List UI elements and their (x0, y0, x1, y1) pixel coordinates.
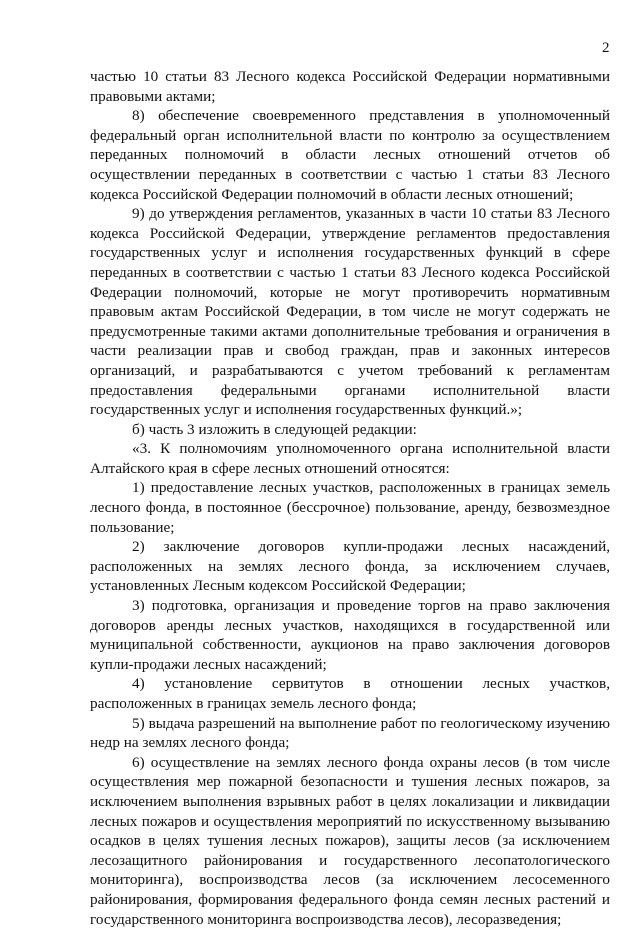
paragraph-item-6: 6) осуществление на землях лесного фонда охраны лесов (в том числе осуществления мер пожарной безопасности и тушения лесных пожаров, за исключением выполнения взрывных работ в целях локализации и ликвидации лесных пожаров и осуществления мероприятий по искусственному вызыванию осадков в целях тушения лесных пожаров), защиты лесов (за исключением лесозащитного районирования и государственного лесопатологического мониторинга), воспроизводства лесов (за исключением лесосеменного районирования, формирования федерального фонда семян лесных растений и государственного мониторинга воспроизводства лесов), лесоразведения; (90, 753, 610, 928)
paragraph-item-9: 9) до утверждения регламентов, указанных в части 10 статьи 83 Лесного кодекса Российской Федерации, утверждение регламентов предоставления государственных услуг и исполнения государственных функций в сфере переданных в соответствии с частью 1 статьи 83 Лесного кодекса Российской Федерации полномочий, которые не могут противоречить нормативным правовым актам Российской Федерации, в том числе не могут содержать не предусмотренные такими актами дополнительные требования и ограничения в части реализации прав и свобод граждан, прав и законных интересов организаций, и разрабатываются с учетом требований к регламентам предоставления федеральными органами исполнительной власти государственных услуг и исполнения государственных функций.»; (90, 205, 610, 419)
paragraph-item-1: 1) предоставление лесных участков, расположенных в границах земель лесного фонда, в постоянное (бессрочное) пользование, аренду, безвозмездное пользование; (90, 479, 610, 536)
page-number: 2 (602, 40, 610, 56)
paragraph-item-2: 2) заключение договоров купли-продажи лесных насаждений, расположенных на землях лесного фонда, за исключением случаев, установленных Лесным кодексом Российской Федерации; (90, 538, 610, 595)
paragraph-continuation: частью 10 статьи 83 Лесного кодекса Российской Федерации нормативными правовыми актами; (90, 68, 610, 105)
paragraph-item-5: 5) выдача разрешений на выполнение работ по геологическому изучению недр на землях лесного фонда; (90, 714, 610, 752)
paragraph-part-3-intro: «3. К полномочиям уполномоченного органа исполнительной власти Алтайского края в сфере лесных отношений относятся: (90, 440, 610, 477)
document-body (90, 67, 610, 929)
paragraph-item-8: 8) обеспечение своевременного представления в уполномоченный федеральный орган исполнительной власти по контролю за осуществлением переданных полномочий в области лесных отношений отчетов об осуществлении переданных в соответствии с частью 1 статьи 83 Лесного кодекса Российской Федерации полномочий в области лесных отношений; (90, 107, 610, 203)
paragraph-item-3: 3) подготовка, организация и проведение торгов на право заключения договоров аренды лесных участков, находящихся в государственной или муниципальной собственности, аукционов на право заключения договоров купли-продажи лесных насаждений; (90, 597, 610, 673)
paragraph-item-4: 4) установление сервитутов в отношении лесных участков, расположенных в границах земель лесного фонда; (90, 675, 610, 712)
paragraph-subpoint-b: б) часть 3 изложить в следующей редакции: (132, 420, 417, 438)
